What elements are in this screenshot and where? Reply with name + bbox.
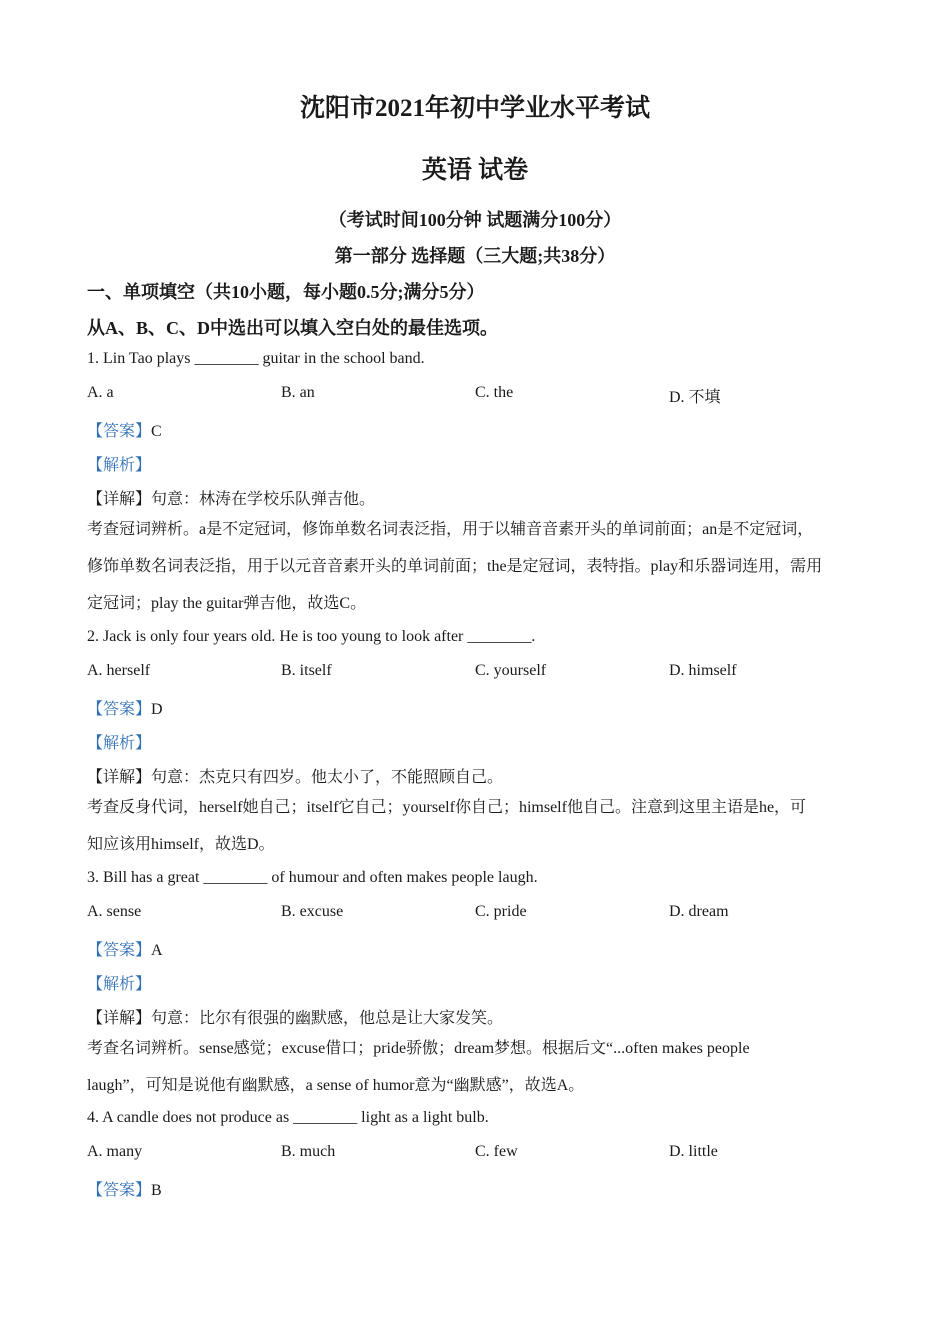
q4-answer xyxy=(87,1177,162,1200)
detail-label: 【详解】 xyxy=(87,491,152,508)
q2-option-d: D. himself xyxy=(669,662,737,679)
question-4-stem: 4. A candle does not produce as ________ light as a light bulb. xyxy=(87,1109,489,1126)
answer-value: B xyxy=(151,1182,162,1199)
answer-label: 【答案】 xyxy=(87,942,152,959)
section-heading: 一、单项填空（共10小题，每小题0.5分;满分5分） xyxy=(87,282,485,302)
q3-explanation xyxy=(87,1030,867,1104)
q2-answer xyxy=(87,696,163,719)
subject-title: 英语 试卷 xyxy=(421,157,529,184)
q2-option-c: C. yourself xyxy=(475,662,547,679)
explanation-line: 修饰单数名词表泛指，用于以元音音素开头的单词前面；the是定冠词，表特指。play和乐器词连用，需用 xyxy=(87,558,823,575)
q3-detail xyxy=(87,1005,503,1028)
time-note: （考试时间100分钟 试题满分100分） xyxy=(328,210,622,230)
q1-option-b: B. an xyxy=(281,384,315,401)
q3-answer xyxy=(87,937,163,960)
explanation-line: 考查反身代词，herself她自己；itself它自己；yourself你自己；himself他自己。注意到这里主语是he，可 xyxy=(87,799,807,816)
detail-label: 【详解】 xyxy=(87,769,152,786)
q4-option-c: C. few xyxy=(475,1143,518,1160)
section-instruction: 从A、B、C、D中选出可以填入空白处的最佳选项。 xyxy=(87,318,499,338)
q2-option-b: B. itself xyxy=(281,662,332,679)
answer-value: D xyxy=(151,701,163,718)
answer-value: A xyxy=(151,942,163,959)
answer-label: 【答案】 xyxy=(87,1182,152,1199)
explanation-line: 考查名词辨析。sense感觉；excuse借口；pride骄傲；dream梦想。根据后文“...often makes people xyxy=(87,1040,750,1057)
q1-analysis-label: 【解析】 xyxy=(87,457,152,474)
q3-option-a: A. sense xyxy=(87,903,142,920)
answer-label: 【答案】 xyxy=(87,701,152,718)
q4-option-a: A. many xyxy=(87,1143,143,1160)
q3-option-c: C. pride xyxy=(475,903,527,920)
part-heading: 第一部分 选择题（三大题;共38分） xyxy=(334,246,616,266)
explanation-line: 定冠词；play the guitar弹吉他，故选C。 xyxy=(87,595,367,612)
detail-label: 【详解】 xyxy=(87,1010,152,1027)
q3-analysis-label: 【解析】 xyxy=(87,976,152,993)
question-3-stem: 3. Bill has a great ________ of humour and often makes people laugh. xyxy=(87,869,538,886)
q2-analysis-label: 【解析】 xyxy=(87,735,152,752)
q4-option-d: D. little xyxy=(669,1143,718,1160)
q1-option-d: D. 不填 xyxy=(669,389,721,406)
q1-answer xyxy=(87,418,162,441)
q2-option-a: A. herself xyxy=(87,662,151,679)
q1-explanation xyxy=(87,511,867,622)
explanation-line: 知应该用himself，故选D。 xyxy=(87,836,275,853)
question-2-stem: 2. Jack is only four years old. He is too young to look after ________. xyxy=(87,628,536,645)
q2-detail xyxy=(87,764,503,787)
q1-option-a: A. a xyxy=(87,384,114,401)
q3-option-b: B. excuse xyxy=(281,903,344,920)
detail-text: 句意：杰克只有四岁。他太小了，不能照顾自己。 xyxy=(151,769,504,786)
answer-value: C xyxy=(151,423,162,440)
exam-title: 沈阳市2021年初中学业水平考试 xyxy=(299,95,650,122)
question-1-stem: 1. Lin Tao plays ________ guitar in the school band. xyxy=(87,350,425,367)
detail-text: 句意：林涛在学校乐队弹吉他。 xyxy=(151,491,376,508)
q3-option-d: D. dream xyxy=(669,903,729,920)
detail-text: 句意：比尔有很强的幽默感，他总是让大家发笑。 xyxy=(151,1010,504,1027)
q1-detail xyxy=(87,486,375,509)
q1-option-c: C. the xyxy=(475,384,514,401)
q4-option-b: B. much xyxy=(281,1143,336,1160)
explanation-line: laugh”，可知是说他有幽默感，a sense of humor意为“幽默感”，故选A。 xyxy=(87,1077,585,1094)
answer-label: 【答案】 xyxy=(87,423,152,440)
q2-explanation xyxy=(87,789,867,863)
explanation-line: 考查冠词辨析。a是不定冠词，修饰单数名词表泛指，用于以辅音音素开头的单词前面；an是不定冠词， xyxy=(87,521,814,538)
